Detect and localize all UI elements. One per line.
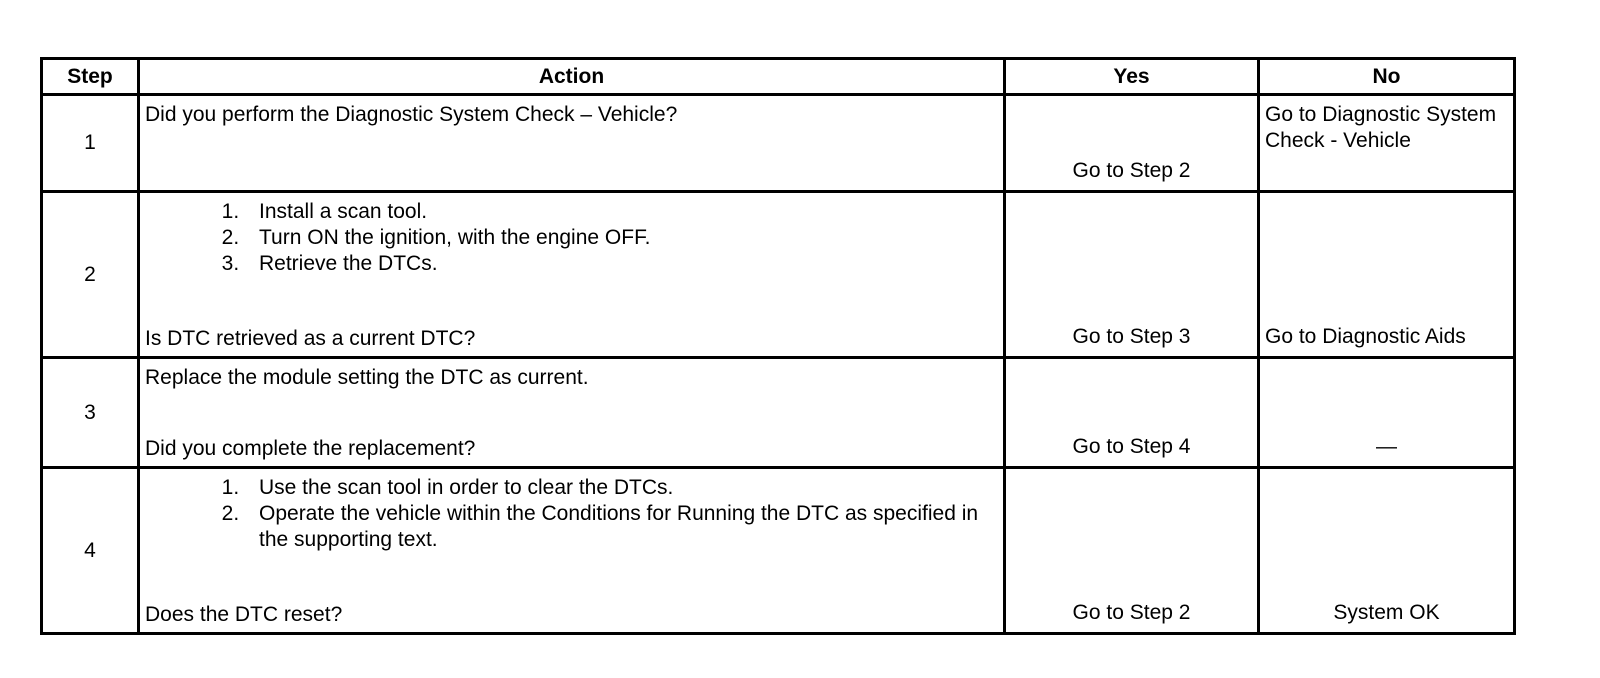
header-yes: Yes xyxy=(1005,59,1259,95)
substep-list xyxy=(145,475,998,553)
action-question: Is DTC retrieved as a current DTC? xyxy=(145,327,476,350)
table-row xyxy=(42,468,1515,634)
action-cell xyxy=(139,468,1005,634)
table-row xyxy=(42,192,1515,358)
step-number: 4 xyxy=(42,468,139,634)
table-body xyxy=(42,95,1515,634)
step-number: 1 xyxy=(42,95,139,192)
no-outcome: System OK xyxy=(1259,468,1515,634)
yes-outcome: Go to Step 4 xyxy=(1005,358,1259,468)
action-cell xyxy=(139,192,1005,358)
list-item: 1. Install a scan tool. xyxy=(245,199,998,225)
no-outcome: — xyxy=(1259,358,1515,468)
yes-outcome: Go to Step 2 xyxy=(1005,95,1259,192)
yes-outcome: Go to Step 2 xyxy=(1005,468,1259,634)
yes-outcome: Go to Step 3 xyxy=(1005,192,1259,358)
header-action: Action xyxy=(139,59,1005,95)
no-outcome: Go to Diagnostic System Check - Vehicle xyxy=(1259,95,1515,192)
action-question: Did you complete the replacement? xyxy=(145,437,476,460)
action-question: Does the DTC reset? xyxy=(145,603,343,626)
step-number: 2 xyxy=(42,192,139,358)
header-no: No xyxy=(1259,59,1515,95)
action-cell xyxy=(139,358,1005,468)
diagnostic-table xyxy=(40,57,1516,635)
table-header xyxy=(42,59,1515,95)
substep-list xyxy=(145,199,998,277)
list-item: 2. Turn ON the ignition, with the engine OFF. xyxy=(245,225,998,251)
action-text: Replace the module setting the DTC as current. xyxy=(145,366,589,389)
header-row xyxy=(42,59,1515,95)
list-item: 2. Operate the vehicle within the Conditions for Running the DTC as specified in the supporting text. xyxy=(245,501,998,553)
table-row xyxy=(42,358,1515,468)
step-number: 3 xyxy=(42,358,139,468)
action-text: Did you perform the Diagnostic System Check – Vehicle? xyxy=(145,103,678,126)
action-cell xyxy=(139,95,1005,192)
no-outcome: Go to Diagnostic Aids xyxy=(1259,192,1515,358)
header-step: Step xyxy=(42,59,139,95)
table-row xyxy=(42,95,1515,192)
list-item: 1. Use the scan tool in order to clear the DTCs. xyxy=(245,475,998,501)
list-item: 3. Retrieve the DTCs. xyxy=(245,251,998,277)
